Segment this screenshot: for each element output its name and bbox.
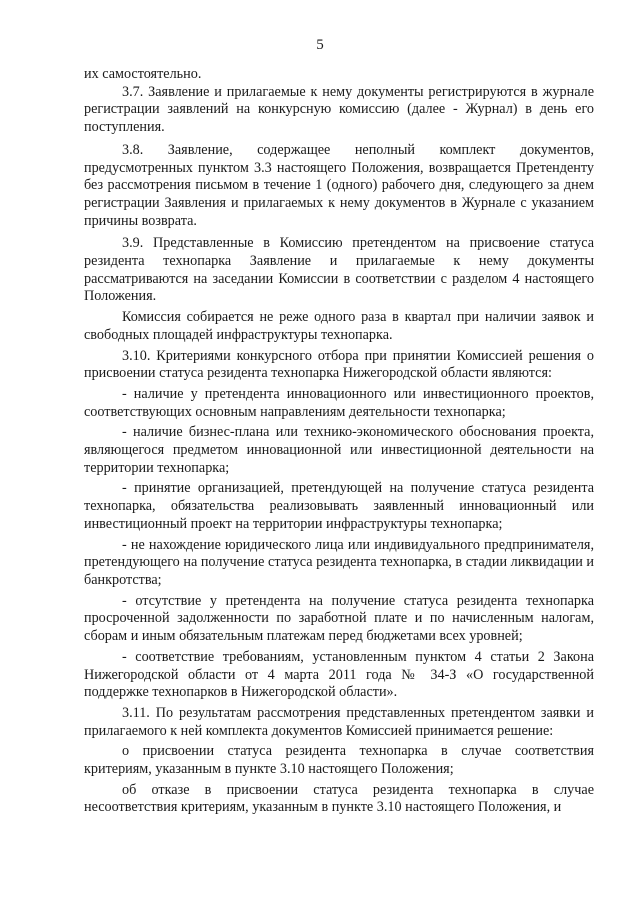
- paragraph-3-11: 3.11. По результатам рассмотрения представленных претендентом заявки и прилагаемого к ней комплекта документов Комиссией принимается решение:: [84, 704, 594, 739]
- criterion-law-compliance: - соответствие требованиям, установленным пунктом 4 статьи 2 Закона Нижегородской области от 4 марта 2011 года № 34-З «О государственной поддержке технопарков в Нижегородской области».: [84, 648, 594, 701]
- paragraph-commission-meetings: Комиссия собирается не реже одного раза в квартал при наличии заявок и свободных площадей инфраструктуры технопарка.: [84, 309, 594, 343]
- page-number: 5: [316, 37, 324, 53]
- document-body: [84, 66, 594, 817]
- paragraph-3-10: 3.10. Критериями конкурсного отбора при принятии Комиссией решения о присвоении статуса резидента технопарка Нижегородской области являются:: [84, 347, 594, 382]
- criterion-no-debts: - отсутствие у претендента на получение статуса резидента технопарка просроченной задолженности по заработной плате и по начисленным налогам, сборам и иным обязательным платежам перед бюджетами всех уровней;: [84, 592, 594, 645]
- paragraph-3-9: 3.9. Представленные в Комиссию претендентом на присвоение статуса резидента технопарка Заявление и прилагаемые к нему документы рассматриваются на заседании Комиссии в соответствии с разделом 4 настоящего Положения.: [84, 235, 594, 305]
- paragraph-3-7: 3.7. Заявление и прилагаемые к нему документы регистрируются в журнале регистрации заявлений на конкурсную комиссию (далее - Журнал) в день его поступления.: [84, 83, 594, 136]
- criterion-business-plan: - наличие бизнес-плана или технико-экономического обоснования проекта, являющегося предметом инновационной или инвестиционной деятельности на территории технопарка;: [84, 424, 594, 476]
- criterion-innovation-project: - наличие у претендента инновационного или инвестиционного проектов, соответствующих основным направлениям деятельности технопарка;: [84, 385, 594, 420]
- criterion-obligation: - принятие организацией, претендующей на получение статуса резидента технопарка, обязательства реализовывать заявленный инновационный или инвестиционный проект на территории инфраструктуры технопарка;: [84, 480, 594, 532]
- decision-grant-status: о присвоении статуса резидента технопарка в случае соответствия критериям, указанным в пункте 3.10 настоящего Положения;: [84, 743, 594, 778]
- paragraph-3-8: 3.8. Заявление, содержащее неполный комплект документов, предусмотренных пунктом 3.3 настоящего Положения, возвращается Претенденту без рассмотрения письмом в течение 1 (одного) рабочего дня, следующего за днем регистрации Заявления и прилагаемых к нему документов в Журнале с указанием причины возврата.: [84, 141, 594, 229]
- paragraph-continuation: их самостоятельно.: [84, 66, 202, 82]
- decision-refuse-status: об отказе в присвоении статуса резидента технопарка в случае несоответствия критериям, указанным в пункте 3.10 настоящего Положения, и: [84, 781, 594, 816]
- criterion-not-liquidation: - не нахождение юридического лица или индивидуального предпринимателя, претендующего на получение статуса резидента технопарка, в стадии ликвидации и банкротства;: [84, 536, 594, 588]
